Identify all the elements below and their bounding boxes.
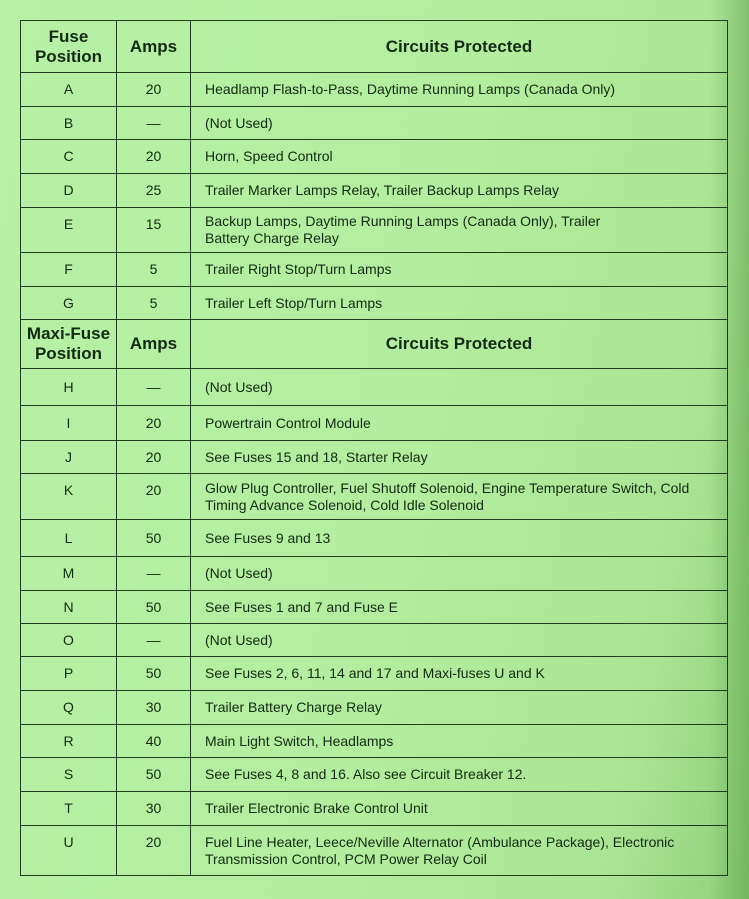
maxi-fuse-circuits-cell: See Fuses 1 and 7 and Fuse E	[191, 591, 728, 624]
table-row	[21, 826, 728, 876]
table-row	[21, 657, 728, 691]
maxi-fuse-position-cell: P	[21, 657, 117, 691]
maxi-fuse-circuits-cell: (Not Used)	[191, 557, 728, 591]
table-row	[21, 474, 728, 520]
maxi-fuse-position-cell: H	[21, 369, 117, 406]
table-row	[21, 725, 728, 758]
table-row	[21, 441, 728, 474]
maxi-fuse-circuits-cell: See Fuses 2, 6, 11, 14 and 17 and Maxi-fuses U and K	[191, 657, 728, 691]
maxi-fuse-amps-cell: 20	[117, 441, 191, 474]
fuse-amps-cell: 20	[117, 73, 191, 107]
table-row	[21, 107, 728, 140]
maxi-fuse-position-cell: O	[21, 624, 117, 657]
maxi-fuse-amps-cell: —	[117, 369, 191, 406]
fuse-circuits-cell: Trailer Left Stop/Turn Lamps	[191, 287, 728, 320]
maxi-fuse-amps-cell: 20	[117, 406, 191, 441]
fuse-circuits-header	[191, 21, 728, 73]
maxi-fuse-position-cell: M	[21, 557, 117, 591]
maxi-fuse-amps-header-text: Amps	[129, 334, 178, 353]
fuse-amps-cell: 15	[117, 208, 191, 253]
maxi-fuse-amps-cell: 30	[117, 691, 191, 725]
table-row	[21, 758, 728, 792]
maxi-fuse-position-header	[21, 320, 117, 369]
maxi-fuse-circuits-cell: (Not Used)	[191, 624, 728, 657]
fuse-position-header-text: Fuse Position	[34, 26, 103, 66]
maxi-fuse-circuits-cell: See Fuses 9 and 13	[191, 520, 728, 557]
fuse-circuits-cell: Horn, Speed Control	[191, 140, 728, 174]
table-row	[21, 73, 728, 107]
maxi-fuse-circuits-cell: Trailer Electronic Brake Control Unit	[191, 792, 728, 826]
maxi-fuse-amps-cell: 50	[117, 758, 191, 792]
fuse-position-cell: E	[21, 208, 117, 253]
maxi-fuse-amps-cell: —	[117, 624, 191, 657]
table-row	[21, 287, 728, 320]
maxi-fuse-position-cell: T	[21, 792, 117, 826]
maxi-fuse-position-header-text: Maxi-Fuse Position	[26, 324, 111, 363]
fuse-position-cell: G	[21, 287, 117, 320]
fuse-position-cell: F	[21, 253, 117, 287]
table-row	[21, 253, 728, 287]
fuse-position-cell: A	[21, 73, 117, 107]
maxi-fuse-circuits-cell: (Not Used)	[191, 369, 728, 406]
maxi-fuse-circuits-cell: See Fuses 4, 8 and 16. Also see Circuit Breaker 12.	[191, 758, 728, 792]
maxi-fuse-circuits-cell: Main Light Switch, Headlamps	[191, 725, 728, 758]
maxi-fuse-amps-cell: 40	[117, 725, 191, 758]
fuse-header-row	[21, 21, 728, 73]
fuse-amps-cell: —	[117, 107, 191, 140]
maxi-fuse-amps-cell: 50	[117, 657, 191, 691]
fuse-amps-header	[117, 21, 191, 73]
maxi-fuse-position-cell: U	[21, 826, 117, 876]
maxi-fuse-amps-cell: —	[117, 557, 191, 591]
fuse-circuits-header-text: Circuits Protected	[385, 36, 533, 56]
table-row	[21, 174, 728, 208]
table-row	[21, 624, 728, 657]
fuse-amps-cell: 25	[117, 174, 191, 208]
maxi-fuse-circuits-cell: Glow Plug Controller, Fuel Shutoff Solenoid, Engine Temperature Switch, Cold Timing Advance Solenoid, Cold Idle Solenoid	[191, 474, 728, 520]
maxi-fuse-position-cell: J	[21, 441, 117, 474]
maxi-fuse-circuits-header	[191, 320, 728, 369]
maxi-fuse-position-cell: L	[21, 520, 117, 557]
maxi-fuse-amps-cell: 30	[117, 792, 191, 826]
maxi-fuse-circuits-cell: Powertrain Control Module	[191, 406, 728, 441]
fuse-position-cell: C	[21, 140, 117, 174]
maxi-fuse-position-cell: N	[21, 591, 117, 624]
maxi-fuse-position-cell: R	[21, 725, 117, 758]
maxi-fuse-circuits-cell: Trailer Battery Charge Relay	[191, 691, 728, 725]
table-row	[21, 557, 728, 591]
table-row	[21, 520, 728, 557]
fuse-circuits-cell: Trailer Right Stop/Turn Lamps	[191, 253, 728, 287]
fuse-circuits-cell: Backup Lamps, Daytime Running Lamps (Canada Only), Trailer Battery Charge Relay	[191, 208, 728, 253]
fuse-position-cell: B	[21, 107, 117, 140]
fuse-circuits-cell: (Not Used)	[191, 107, 728, 140]
fuse-table	[20, 20, 728, 876]
maxi-fuse-amps-cell: 20	[117, 826, 191, 876]
fuse-position-header	[21, 21, 117, 73]
table-row	[21, 792, 728, 826]
fuse-circuits-cell: Trailer Marker Lamps Relay, Trailer Backup Lamps Relay	[191, 174, 728, 208]
maxi-fuse-circuits-cell: Fuel Line Heater, Leece/Neville Alternator (Ambulance Package), Electronic Transmission Control, PCM Power Relay Coil	[191, 826, 728, 876]
maxi-fuse-position-cell: S	[21, 758, 117, 792]
table-row	[21, 691, 728, 725]
maxi-fuse-amps-header	[117, 320, 191, 369]
maxi-fuse-amps-cell: 20	[117, 474, 191, 520]
maxi-fuse-amps-cell: 50	[117, 591, 191, 624]
table-row	[21, 140, 728, 174]
maxi-fuse-position-cell: K	[21, 474, 117, 520]
fuse-amps-cell: 20	[117, 140, 191, 174]
fuse-circuits-cell: Headlamp Flash-to-Pass, Daytime Running Lamps (Canada Only)	[191, 73, 728, 107]
maxi-fuse-header-row	[21, 320, 728, 369]
maxi-fuse-position-cell: Q	[21, 691, 117, 725]
fuse-amps-header-text: Amps	[129, 36, 178, 56]
maxi-fuse-circuits-header-text: Circuits Protected	[385, 334, 533, 353]
maxi-fuse-position-cell: I	[21, 406, 117, 441]
fuse-position-cell: D	[21, 174, 117, 208]
maxi-fuse-circuits-cell: See Fuses 15 and 18, Starter Relay	[191, 441, 728, 474]
table-row	[21, 406, 728, 441]
table-row	[21, 208, 728, 253]
fuse-amps-cell: 5	[117, 253, 191, 287]
table-row	[21, 591, 728, 624]
fuse-amps-cell: 5	[117, 287, 191, 320]
maxi-fuse-amps-cell: 50	[117, 520, 191, 557]
table-row	[21, 369, 728, 406]
